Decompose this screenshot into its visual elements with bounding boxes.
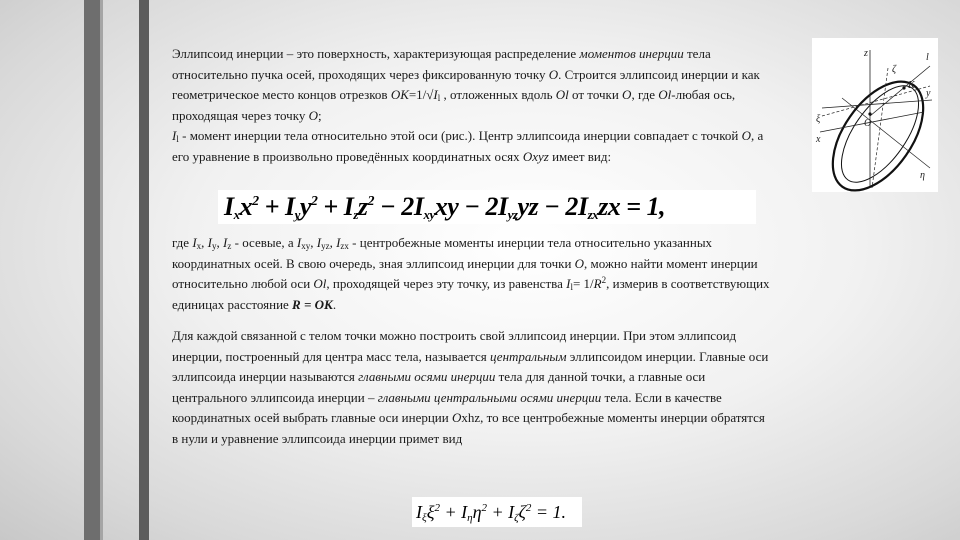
- point-o: [868, 112, 871, 115]
- paragraph-ellipsoid-definition: Эллипсоид инерции – это поверхность, характеризующая распределение моментов инерции тела относительно пучка осей, проходящих через фиксированную точку О. Строится эллипсоид инерции и как геометрическое место концов отрезков $ОК=1/√I_l$ , отложенных вдоль Ol от точки О, где Оl-любая ось, проходящая через точку О; $I_l$ - момент инерции тела относительно этой оси (рис.). Центр эллипсоида инерции совпадает с точкой О, а его уравнение в произвольно проведённых координатных осях Oxyz имеет вид:: [172, 46, 764, 164]
- label-z: z: [864, 48, 868, 59]
- label-xi: ξ: [816, 114, 821, 125]
- label-eta: η: [920, 170, 925, 181]
- decorative-bar-thin: [139, 0, 149, 540]
- ellipsoid-figure: [812, 38, 938, 192]
- ellipsoid-equation-principal: $I_\xi\xi^2 + I_\eta\eta^2 + I_\zeta\zeta^2 = 1$.: [412, 497, 582, 527]
- label-o: O: [864, 118, 872, 129]
- ellipsoid-diagram: [812, 38, 938, 192]
- axis-y: [822, 100, 932, 108]
- axis-l: [870, 66, 930, 116]
- ellipsoid-equation-general: $I_xx^2 + I_yy^2 + I_zz^2 - 2I_{xy}xy - 2I_{yz}yz - 2I_{zx}zx = 1$,: [218, 190, 756, 224]
- axis-eta: [842, 98, 930, 168]
- label-k: K: [908, 80, 915, 91]
- decorative-bar-dark: [84, 0, 100, 540]
- decorative-bar-light: [100, 0, 103, 540]
- paragraph-centrifugal-moments: где $I_x$, $I_y$, $I_z$ - осевые, а $I_{xy}$, $I_{yz}$, $I_{zx}$ - центробежные моменты инерции тела относительно указанных координатных осей. В свою очередь, зная эллипсоид инерции для точки О, можно найти момент инерции относительно любой оси Ol, проходящей через эту точку, из равенства $I_l= 1/R^2$, измерив в соответствующих единицах расстояние R = ОК.: [172, 235, 770, 312]
- label-y: y: [926, 88, 931, 99]
- label-l: l: [926, 52, 929, 63]
- label-x: x: [816, 134, 821, 145]
- point-k: [902, 86, 905, 89]
- label-zeta: ζ: [892, 64, 897, 75]
- paragraph-principal-axes: Для каждой связанной с телом точки можно построить свой эллипсоид инерции. При этом эллипсоид инерции, построенный для центра масс тела, называется центральным эллипсоидом инерции. Главные оси эллипсоида инерции называются главными осями инерции тела для данной точки, а главные оси центрального эллипсоида инерции – главными центральными осями инерции тела. Если в качестве координатных осей выбрать главные оси инерции Oxhz, то все центробежные моменты инерции обратятся в нули и уравнение эллипсоида инерции примет вид: [172, 328, 769, 446]
